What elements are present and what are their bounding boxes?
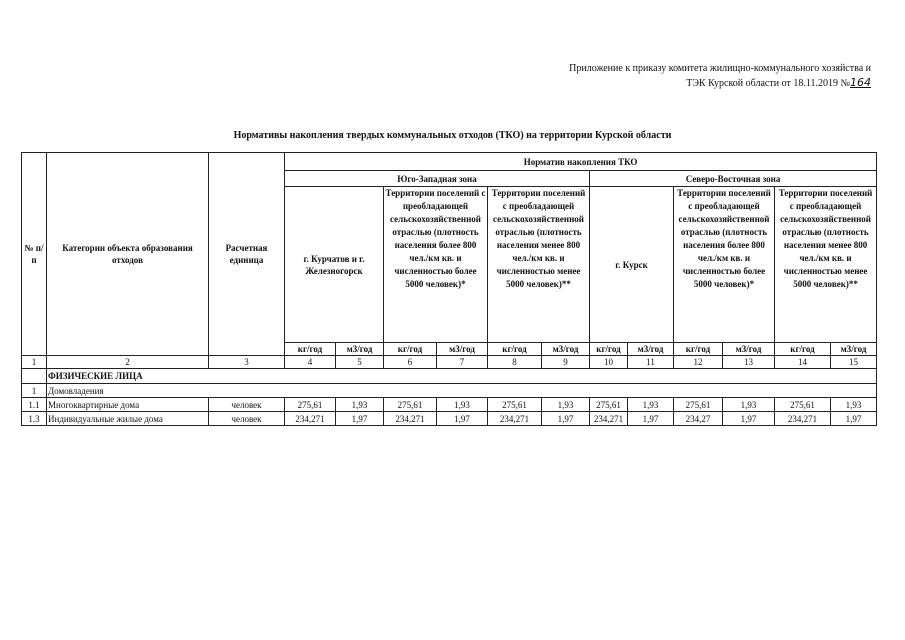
row-value: 1,93 [723,398,775,412]
column-number: 7 [437,356,488,369]
unit-m3: м3/год [542,343,590,356]
appendix-line-2-prefix: ТЭК Курской области от 18.11.2019 № [686,78,850,89]
row-num: 1.1 [22,398,47,412]
unit-kg: кг/год [590,343,628,356]
unit-kg: кг/год [488,343,542,356]
row-unit: человек [209,398,285,412]
row-value: 234,271 [590,412,628,426]
row-value: 234,271 [775,412,831,426]
row-value: 1,93 [437,398,488,412]
column-number: 1 [22,356,47,369]
row-num: 1.3 [22,412,47,426]
unit-m3: м3/год [437,343,488,356]
header-territory-ne-more: Территории поселений с преобладающей сельскохозяйственной отраслью (плотность населения более 800 чел./км кв. и численностью более 5000 человек)* [674,187,775,343]
column-number: 9 [542,356,590,369]
header-territory-ne-less: Территории поселений с преобладающей сельскохозяйственной отраслью (плотность населения менее 800 чел./км кв. и численностью менее 5000 человек)** [775,187,877,343]
header-zone-southwest: Юго-Западная зона [285,171,590,187]
appendix-note [451,62,871,91]
column-number: 13 [723,356,775,369]
unit-m3: м3/год [723,343,775,356]
row-value: 234,271 [384,412,437,426]
unit-kg: кг/год [384,343,437,356]
norms-table [21,152,877,426]
row-value: 234,271 [488,412,542,426]
unit-m3: м3/год [628,343,674,356]
column-number: 14 [775,356,831,369]
row-value: 275,61 [488,398,542,412]
unit-m3: м3/год [336,343,384,356]
row-value: 275,61 [285,398,336,412]
row-value: 1,93 [831,398,877,412]
row-value: 275,61 [590,398,628,412]
section-title: ФИЗИЧЕСКИЕ ЛИЦА [47,369,877,384]
row-value: 1,97 [336,412,384,426]
unit-m3: м3/год [831,343,877,356]
column-numbers-row [22,356,877,369]
column-number: 2 [47,356,209,369]
row-value: 275,61 [674,398,723,412]
header-norm: Норматив накопления ТКО [285,153,877,171]
column-number: 5 [336,356,384,369]
row-value: 275,61 [384,398,437,412]
header-zone-northeast: Северо-Восточная зона [590,171,877,187]
row-value: 234,271 [285,412,336,426]
unit-kg: кг/год [285,343,336,356]
subsection-row [22,384,877,398]
column-number: 3 [209,356,285,369]
header-territory-kurchatov: г. Курчатов и г. Железногорск [285,187,384,343]
header-territory-kursk: г. Курск [590,187,674,343]
header-unit: Расчетная единица [209,153,285,356]
column-number: 15 [831,356,877,369]
unit-kg: кг/год [674,343,723,356]
row-value: 234,27 [674,412,723,426]
row-value: 1,97 [542,412,590,426]
row-value: 275,61 [775,398,831,412]
table-row [22,398,877,412]
subsection-label: Домовладения [47,384,877,398]
column-number: 4 [285,356,336,369]
header-category: Категории объекта образования отходов [47,153,209,356]
column-number: 6 [384,356,437,369]
row-value: 1,97 [831,412,877,426]
row-unit: человек [209,412,285,426]
column-number: 8 [488,356,542,369]
row-value: 1,93 [542,398,590,412]
column-number: 12 [674,356,723,369]
row-category: Многоквартирные дома [47,398,209,412]
section-num-empty [22,369,47,384]
row-value: 1,97 [628,412,674,426]
column-number: 10 [590,356,628,369]
unit-kg: кг/год [775,343,831,356]
row-value: 1,93 [628,398,674,412]
row-category: Индивидуальные жилые дома [47,412,209,426]
appendix-line-1: Приложение к приказу комитета жилищно-коммунального хозяйства и [569,63,871,74]
header-territory-sw-less: Территории поселений с преобладающей сельскохозяйственной отраслью (плотность населения менее 800 чел./км кв. и численностью менее 5000 человек)** [488,187,590,343]
section-row [22,369,877,384]
row-value: 1,97 [723,412,775,426]
subsection-num: 1 [22,384,47,398]
header-territory-sw-more: Территории поселений с преобладающей сельскохозяйственной отраслью (плотность населения более 800 чел./км кв. и численностью более 5000 человек)* [384,187,488,343]
appendix-line-2 [451,76,871,91]
document-title: Нормативы накопления твердых коммунальных отходов (ТКО) на территории Курской области [233,130,672,141]
row-value: 1,97 [437,412,488,426]
column-number: 11 [628,356,674,369]
table-row [22,412,877,426]
header-num: № п/п [22,153,47,356]
row-value: 1,93 [336,398,384,412]
order-number: 164 [850,76,871,89]
